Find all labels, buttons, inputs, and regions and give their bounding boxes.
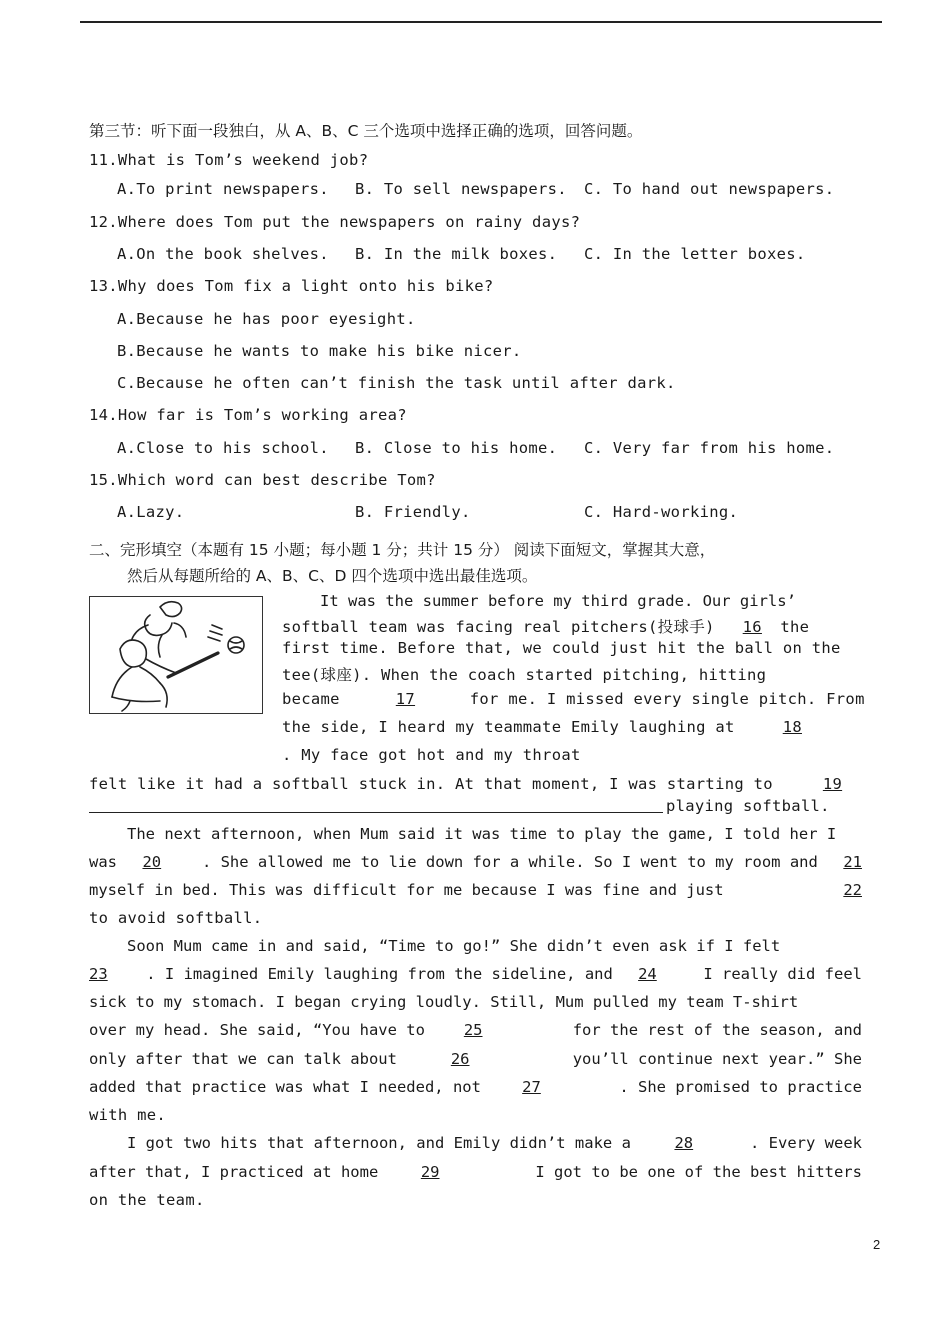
passage-text: softball team was facing real pitchers(投球手): [282, 618, 715, 636]
passage-line: [89, 993, 862, 1011]
q11-option-b: B. To sell newspapers.: [355, 180, 567, 198]
passage-text: added that practice was what I needed, not: [89, 1078, 481, 1096]
passage-text: became: [282, 690, 340, 708]
passage-line: [89, 1021, 862, 1039]
q14-option-a: A.Close to his school.: [117, 439, 329, 457]
cloze-heading-line1: 二、完形填空（本题有 15 小题；每小题 1 分；共计 15 分） 阅读下面短文，掌握其大意，: [89, 541, 716, 559]
blank-22[interactable]: 22: [843, 881, 862, 899]
q15-option-c: C. Hard-working.: [584, 503, 739, 521]
passage-line: to avoid softball.: [89, 909, 263, 927]
q13-option-c: C.Because he often can’t finish the task until after dark.: [117, 374, 676, 392]
passage-line-9: playing softball.: [666, 797, 830, 815]
q11-option-c: C. To hand out newspapers.: [584, 180, 835, 198]
blank-16[interactable]: 16: [742, 618, 762, 636]
passage-text: over my head. She said, “You have to: [89, 1021, 425, 1039]
blank-29[interactable]: 29: [420, 1163, 440, 1181]
passage-text: for me. I missed every single pitch. From: [469, 690, 865, 708]
softball-illustration: [89, 596, 263, 714]
passage-text: for the rest of the season, and: [572, 1021, 862, 1039]
blank-19[interactable]: 19: [822, 775, 843, 793]
passage-text: I got to be one of the best hitters: [535, 1163, 862, 1181]
passage-line-7: . My face got hot and my throat: [282, 746, 581, 764]
passage-text: I got two hits that afternoon, and Emily didn’t make a: [127, 1134, 631, 1152]
passage-text: . She promised to practice: [619, 1078, 862, 1096]
passage-text: . She allowed me to lie down for a while. So I went to my room and: [201, 853, 818, 871]
passage-text: only after that we can talk about: [89, 1050, 397, 1068]
passage-line-3: first time. Before that, we could just hit the ball on the: [282, 639, 841, 657]
passage-line: [89, 853, 862, 871]
cloze-heading-line2: 然后从每题所给的 A、B、C、D 四个选项中选出最佳选项。: [127, 567, 538, 585]
question-11: 11.What is Tom’s weekend job?: [89, 151, 369, 169]
passage-text: you’ll continue next year.” She: [572, 1050, 862, 1068]
passage-text: sick to my stomach. I began crying loudly. Still, Mum pulled my team T-shirt: [89, 993, 799, 1011]
blank-28[interactable]: 28: [674, 1134, 694, 1152]
blank-24[interactable]: 24: [638, 965, 657, 983]
q11-option-a: A.To print newspapers.: [117, 180, 329, 198]
blank-25[interactable]: 25: [463, 1021, 483, 1039]
blank-19-underline: [89, 812, 663, 813]
passage-line: [127, 825, 862, 843]
q12-option-a: A.On the book shelves.: [117, 245, 329, 263]
passage-line-4: tee(球座). When the coach started pitching, hitting: [282, 666, 767, 684]
passage-text: the: [780, 618, 810, 636]
blank-17[interactable]: 17: [395, 690, 416, 708]
passage-text: . I imagined Emily laughing from the sideline, and: [146, 965, 613, 983]
question-15: 15.Which word can best describe Tom?: [89, 471, 436, 489]
page-number: 2: [873, 1237, 881, 1252]
passage-line: [89, 1078, 862, 1096]
question-14: 14.How far is Tom’s working area?: [89, 406, 407, 424]
passage-text: Soon Mum came in and said, “Time to go!” She didn’t even ask if I felt: [127, 937, 781, 955]
q12-option-b: B. In the milk boxes.: [355, 245, 558, 263]
passage-text: myself in bed. This was difficult for me because I was fine and just: [89, 881, 724, 899]
passage-line: [127, 1134, 862, 1152]
passage-line-8: [89, 775, 842, 793]
blank-27[interactable]: 27: [522, 1078, 541, 1096]
passage-line: on the team.: [89, 1191, 205, 1209]
passage-line-6: [282, 718, 823, 736]
passage-line-2: [282, 615, 862, 637]
question-12: 12.Where does Tom put the newspapers on rainy days?: [89, 213, 581, 231]
passage-line: [89, 881, 862, 899]
q12-option-c: C. In the letter boxes.: [584, 245, 806, 263]
passage-line: [127, 937, 862, 955]
q13-option-a: A.Because he has poor eyesight.: [117, 310, 416, 328]
passage-text: The next afternoon, when Mum said it was time to play the game, I told her I: [127, 825, 837, 843]
blank-26[interactable]: 26: [450, 1050, 470, 1068]
blank-23[interactable]: 23: [89, 965, 108, 983]
blank-18[interactable]: 18: [782, 718, 802, 736]
passage-text: It was the summer before my third grade. Our girls’: [320, 592, 796, 610]
passage-line: [89, 1163, 862, 1181]
passage-line: [89, 1050, 862, 1068]
passage-line-5: [282, 690, 865, 708]
softball-player-image: [90, 597, 262, 713]
blank-21[interactable]: 21: [843, 853, 862, 871]
passage-text: after that, I practiced at home: [89, 1163, 379, 1181]
q15-option-b: B. Friendly.: [355, 503, 471, 521]
q15-option-a: A.Lazy.: [117, 503, 185, 521]
passage-line: with me.: [89, 1106, 167, 1124]
section-heading: 第三节：听下面一段独白，从 A、B、C 三个选项中选择正确的选项，回答问题。: [89, 122, 643, 140]
blank-20[interactable]: 20: [142, 853, 162, 871]
q13-option-b: B.Because he wants to make his bike nicer.: [117, 342, 522, 360]
question-13: 13.Why does Tom fix a light onto his bike?: [89, 277, 494, 295]
passage-line: [89, 965, 862, 983]
q14-option-c: C. Very far from his home.: [584, 439, 835, 457]
passage-text: felt like it had a softball stuck in. At that moment, I was starting to: [89, 775, 773, 793]
passage-text: . Every week: [750, 1134, 862, 1152]
passage-text: the side, I heard my teammate Emily laughing at: [282, 718, 735, 736]
passage-text: was: [89, 853, 117, 871]
passage-text: I really did feel: [703, 965, 862, 983]
q14-option-b: B. Close to his home.: [355, 439, 558, 457]
passage-line: [320, 592, 852, 610]
header-rule: [80, 21, 882, 23]
